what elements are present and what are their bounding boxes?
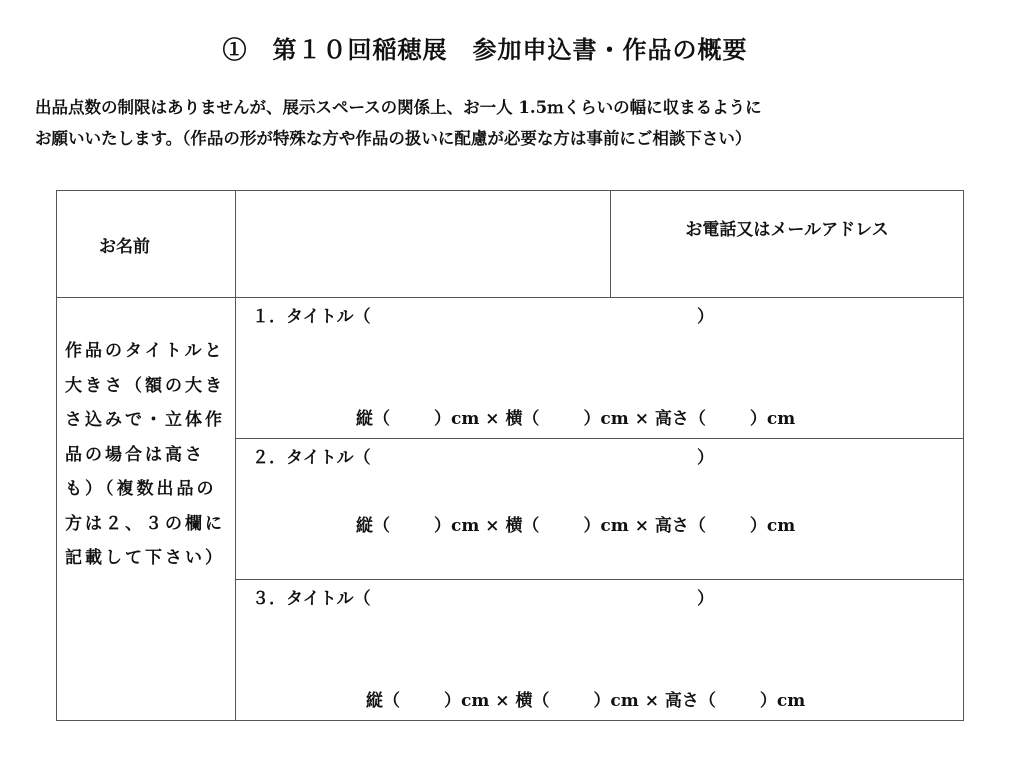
times-symbol: × <box>485 409 500 429</box>
width-open: 横（ <box>505 516 540 536</box>
works-label: 作品のタイトルと大きさ（額の大きさ込みで・立体作品の場合は高さも）（複数出品の方は２、３の欄に記載して下さい） <box>57 298 236 721</box>
intro-line-2: お願いいたします。（作品の形が特殊な方や作品の扱いに配慮が必要な方は事前にご相談下さい） <box>35 129 752 148</box>
work-title-prefix: ３．タイトル（ <box>252 589 371 609</box>
work-title-line[interactable] <box>252 443 714 468</box>
work-title-close: ） <box>697 589 714 609</box>
times-symbol: × <box>485 516 500 536</box>
width-open: 横（ <box>515 691 550 711</box>
name-label: お名前 <box>57 191 236 298</box>
depth-close: ）cm <box>749 516 796 536</box>
work-title-close: ） <box>697 307 714 327</box>
contact-label: お電話又はメールアドレス <box>685 220 889 240</box>
work-title-close: ） <box>697 448 714 468</box>
times-symbol: × <box>634 409 649 429</box>
work-dimensions[interactable] <box>366 686 805 711</box>
height-close: ）cm <box>434 516 480 536</box>
times-symbol: × <box>634 516 649 536</box>
depth-open: 高さ（ <box>664 691 716 711</box>
width-close: ）cm <box>593 691 639 711</box>
intro-line-1: 出品点数の制限はありませんが、展示スペースの関係上、お一人 1.5ｍくらいの幅に収まるように <box>35 98 762 117</box>
name-field[interactable] <box>236 191 611 298</box>
height-open: 縦（ <box>356 516 390 536</box>
contact-field[interactable] <box>611 191 964 298</box>
times-symbol: × <box>644 691 659 711</box>
work-dimensions[interactable] <box>356 404 795 429</box>
width-close: ）cm <box>583 409 629 429</box>
work-title-prefix: ２．タイトル（ <box>252 448 371 468</box>
work-title-prefix: １．タイトル（ <box>252 307 371 327</box>
width-close: ）cm <box>583 516 629 536</box>
work-entry-1[interactable] <box>236 298 964 439</box>
depth-close: ）cm <box>749 409 796 429</box>
height-close: ）cm <box>444 691 490 711</box>
application-form-table <box>56 190 964 721</box>
depth-close: ）cm <box>759 691 806 711</box>
work-entry-2[interactable] <box>236 439 964 580</box>
height-open: 縦（ <box>356 409 390 429</box>
work-title-line[interactable] <box>252 584 714 609</box>
depth-open: 高さ（ <box>654 516 706 536</box>
times-symbol: × <box>495 691 510 711</box>
work-title-line[interactable] <box>252 302 714 327</box>
form-title: ① 第１０回稲穂展 参加申込書・作品の概要 <box>222 35 748 64</box>
height-open: 縦（ <box>366 691 400 711</box>
depth-open: 高さ（ <box>654 409 706 429</box>
work-dimensions[interactable] <box>356 511 795 536</box>
intro-text <box>35 92 995 154</box>
work-entry-3[interactable] <box>236 580 964 721</box>
height-close: ）cm <box>434 409 480 429</box>
width-open: 横（ <box>505 409 540 429</box>
